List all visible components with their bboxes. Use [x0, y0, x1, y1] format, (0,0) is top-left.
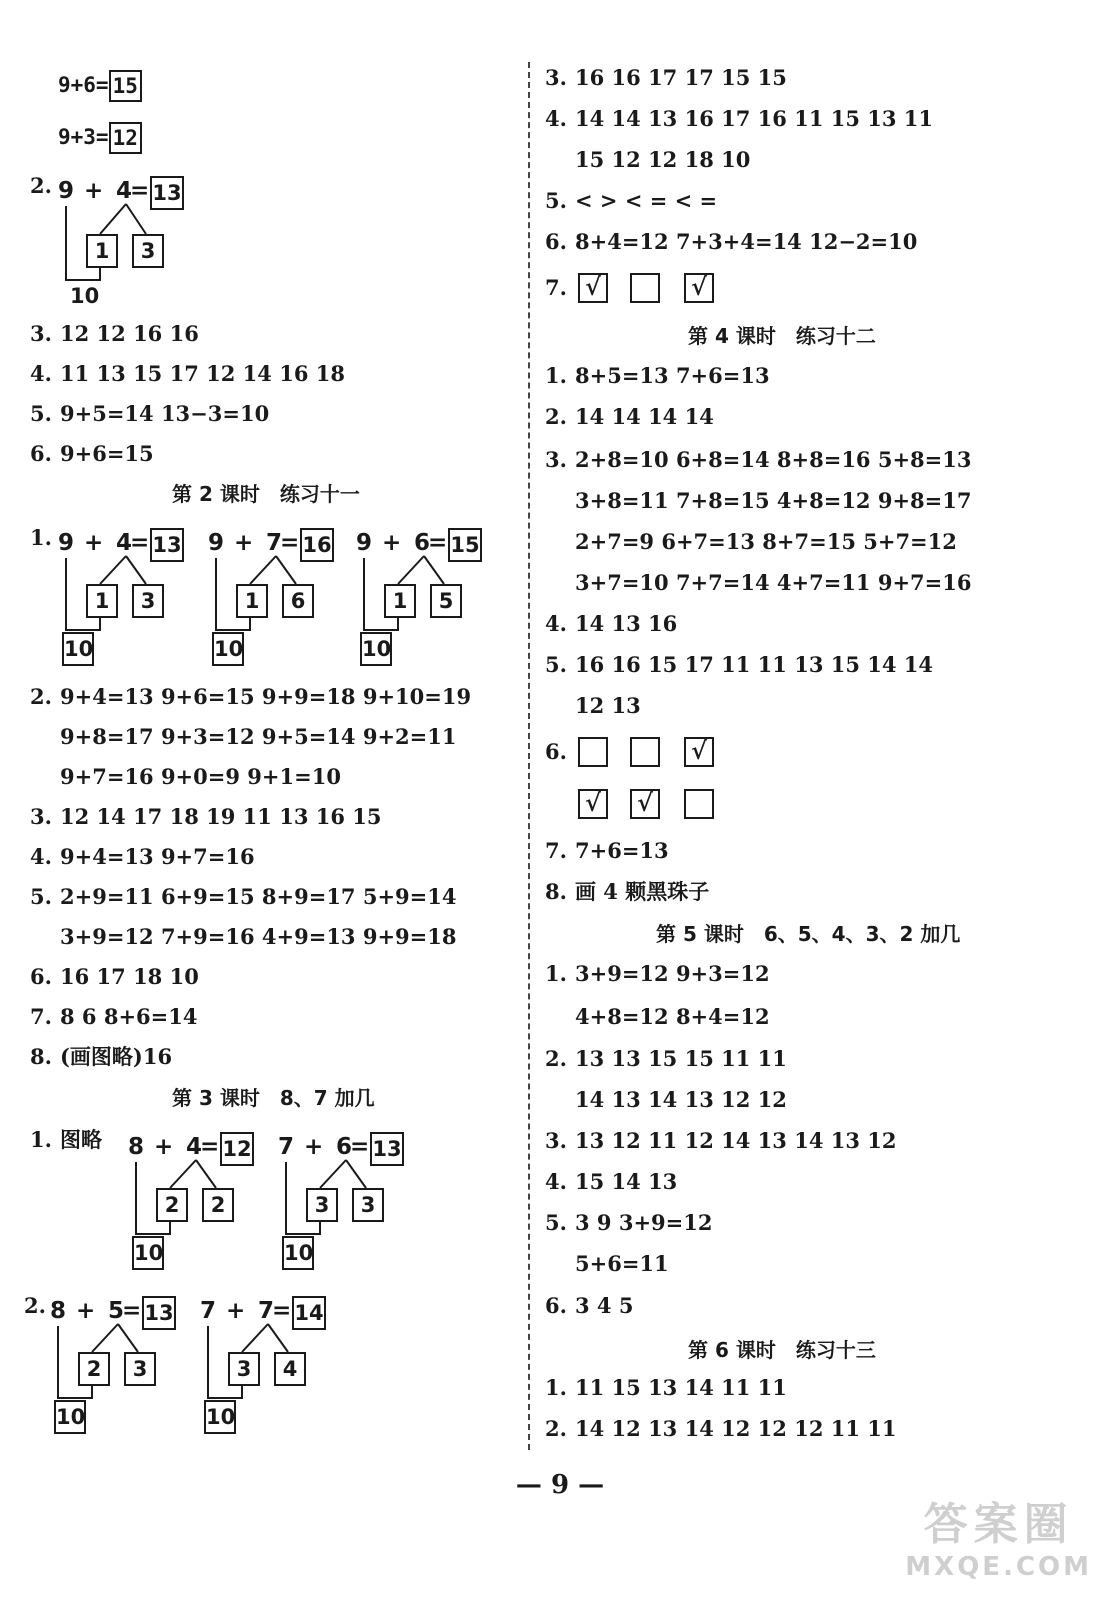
split-box: 3 — [132, 584, 164, 618]
question-number: 1. 图略 — [30, 1127, 102, 1152]
equals-sign: = — [350, 1134, 370, 1160]
ten-box: 10 — [204, 1400, 236, 1434]
answer-box: 15 — [109, 70, 142, 102]
addend-b: 7 — [258, 1298, 275, 1324]
addend-a: 9 — [58, 178, 75, 204]
addend-b: 6 — [336, 1134, 353, 1160]
check-box — [630, 737, 660, 767]
answer-line: 3. 13 12 11 12 14 13 14 13 12 — [545, 1128, 897, 1153]
answer-line: 1. 11 15 13 14 11 11 — [545, 1375, 787, 1400]
answer-line: 5. 9+5=14 13−3=10 — [30, 401, 270, 426]
answer-line: 9+8=17 9+3=12 9+5=14 9+2=11 — [60, 724, 457, 749]
check-box — [630, 273, 660, 303]
addend-b: 7 — [266, 530, 283, 556]
answer-line: 6. 9+6=15 — [30, 441, 154, 466]
answer-line: 5. 16 16 15 17 11 11 13 15 14 14 — [545, 652, 934, 677]
result-box: 12 — [220, 1132, 254, 1166]
ten-box: 10 — [132, 1236, 164, 1270]
split-box: 1 — [384, 584, 416, 618]
answer-line: 3+7=10 7+7=14 4+7=11 9+7=16 — [575, 570, 972, 595]
split-box: 1 — [86, 234, 118, 268]
result-box: 13 — [150, 528, 184, 562]
plus-sign: + — [76, 1298, 96, 1324]
split-box: 3 — [228, 1352, 260, 1386]
answer-line: 6. 8+4=12 7+3+4=14 12−2=10 — [545, 229, 918, 254]
addend-a: 7 — [200, 1298, 217, 1324]
answer-line: 14 13 14 13 12 12 — [575, 1087, 787, 1112]
answer-line: 7. 7+6=13 — [545, 838, 669, 863]
answer-line: 6. 16 17 18 10 — [30, 964, 199, 989]
answer-line: 7. 8 6 8+6=14 — [30, 1004, 198, 1029]
split-box: 2 — [202, 1188, 234, 1222]
page-number: — 9 — — [515, 1470, 605, 1500]
answer-line: 9+6= 15 — [58, 70, 142, 102]
equals-sign: = — [200, 1134, 220, 1160]
question-number: 1. — [30, 525, 52, 550]
check-box: √ — [578, 273, 608, 303]
result-box: 16 — [300, 528, 334, 562]
result-box: 14 — [292, 1296, 326, 1330]
answer-line: 6. 3 4 5 — [545, 1293, 634, 1318]
answer-line: 2+7=9 6+7=13 8+7=15 5+7=12 — [575, 529, 957, 554]
question-number: 2. — [24, 1293, 46, 1318]
question-number: 6. — [545, 739, 567, 764]
plus-sign: + — [154, 1134, 174, 1160]
answer-line: 3. 12 14 17 18 19 11 13 16 15 — [30, 804, 382, 829]
answer-line: 8. 画 4 颗黑珠子 — [545, 879, 710, 904]
split-box: 3 — [306, 1188, 338, 1222]
check-box: √ — [578, 789, 608, 819]
section-heading: 第 3 课时 8、7 加几 — [172, 1086, 375, 1110]
answer-line: 5. 3 9 3+9=12 — [545, 1210, 713, 1235]
answer-line: 5. 2+9=11 6+9=15 8+9=17 5+9=14 — [30, 884, 457, 909]
check-box: √ — [684, 737, 714, 767]
answer-line: 1. 8+5=13 7+6=13 — [545, 363, 770, 388]
split-box: 5 — [430, 584, 462, 618]
answer-line: 5. < > < = < = — [545, 188, 718, 213]
split-box: 2 — [78, 1352, 110, 1386]
answer-line: 15 12 12 18 10 — [575, 147, 751, 172]
split-box: 2 — [156, 1188, 188, 1222]
addend-a: 9 — [356, 530, 373, 556]
answer-line: 4+8=12 8+4=12 — [575, 1004, 770, 1029]
check-box — [684, 789, 714, 819]
answer-line: 3+8=11 7+8=15 4+8=12 9+8=17 — [575, 488, 972, 513]
question-number: 7. — [545, 275, 567, 300]
answer-line: 2. 14 12 13 14 12 12 12 11 11 — [545, 1416, 897, 1441]
answer-line: 9+3= 12 — [58, 122, 142, 154]
answer-line: 3. 12 12 16 16 — [30, 321, 199, 346]
check-box: √ — [684, 273, 714, 303]
plus-sign: + — [234, 530, 254, 556]
answer-line: 5+6=11 — [575, 1251, 669, 1276]
answer-line: 3. 2+8=10 6+8=14 8+8=16 5+8=13 — [545, 447, 972, 472]
plus-sign: + — [304, 1134, 324, 1160]
addend-a: 9 — [208, 530, 225, 556]
addend-a: 8 — [50, 1298, 67, 1324]
plus-sign: + — [226, 1298, 246, 1324]
addend-a: 8 — [128, 1134, 145, 1160]
answer-line: 3+9=12 7+9=16 4+9=13 9+9=18 — [60, 924, 457, 949]
answer-line: 2. 14 14 14 14 — [545, 404, 714, 429]
answer-line: 4. 11 13 15 17 12 14 16 18 — [30, 361, 345, 386]
check-box — [578, 737, 608, 767]
section-heading: 第 5 课时 6、5、4、3、2 加几 — [656, 922, 961, 946]
section-heading: 第 2 课时 练习十一 — [172, 482, 360, 506]
answer-line: 4. 14 13 16 — [545, 611, 678, 636]
addend-b: 5 — [108, 1298, 125, 1324]
answer-line: 4. 15 14 13 — [545, 1169, 678, 1194]
ten-box: 10 — [62, 632, 94, 666]
addend-b: 4 — [116, 530, 133, 556]
split-box: 6 — [282, 584, 314, 618]
equals-sign: = — [122, 1298, 142, 1324]
addend-b: 4 — [186, 1134, 203, 1160]
check-box: √ — [630, 789, 660, 819]
answer-line: 4. 14 14 13 16 17 16 11 15 13 11 — [545, 106, 934, 131]
result-box: 13 — [150, 176, 184, 210]
answer-line: 4. 9+4=13 9+7=16 — [30, 844, 255, 869]
ten-box: 10 — [360, 632, 392, 666]
split-box: 3 — [352, 1188, 384, 1222]
section-heading: 第 4 课时 练习十二 — [688, 324, 876, 348]
answer-line: 8. (画图略)16 — [30, 1044, 173, 1069]
answer-line: 3. 16 16 17 17 15 15 — [545, 65, 787, 90]
split-box: 3 — [124, 1352, 156, 1386]
addend-a: 9 — [58, 530, 75, 556]
result-box: 15 — [448, 528, 482, 562]
answer-line: 2. 13 13 15 15 11 11 — [545, 1046, 787, 1071]
ten-box: 10 — [54, 1400, 86, 1434]
equals-sign: = — [130, 178, 150, 204]
addend-b: 4 — [116, 178, 133, 204]
result-box: 13 — [370, 1132, 404, 1166]
answer-box: 12 — [109, 122, 142, 154]
answer-line: 2. 9+4=13 9+6=15 9+9=18 9+10=19 — [30, 684, 472, 709]
addend-b: 6 — [414, 530, 431, 556]
equals-sign: = — [428, 530, 448, 556]
equals-sign: = — [130, 530, 150, 556]
result-box: 13 — [142, 1296, 176, 1330]
equals-sign: = — [280, 530, 300, 556]
addend-a: 7 — [278, 1134, 295, 1160]
question-number: 2. — [30, 173, 52, 198]
split-box: 3 — [132, 234, 164, 268]
column-divider — [528, 62, 530, 1450]
split-box: 1 — [86, 584, 118, 618]
watermark-logo: 答案圈 MXQE.COM — [905, 1499, 1092, 1582]
answer-line: 1. 3+9=12 9+3=12 — [545, 961, 770, 986]
ten-box: 10 — [282, 1236, 314, 1270]
plus-sign: + — [382, 530, 402, 556]
split-box: 4 — [274, 1352, 306, 1386]
section-heading: 第 6 课时 练习十三 — [688, 1338, 876, 1362]
plus-sign: + — [84, 530, 104, 556]
ten-label: 10 — [70, 284, 100, 308]
answer-line: 12 13 — [575, 693, 641, 718]
plus-sign: + — [84, 178, 104, 204]
answer-line: 9+7=16 9+0=9 9+1=10 — [60, 764, 341, 789]
split-box: 1 — [236, 584, 268, 618]
ten-box: 10 — [212, 632, 244, 666]
equals-sign: = — [272, 1298, 292, 1324]
